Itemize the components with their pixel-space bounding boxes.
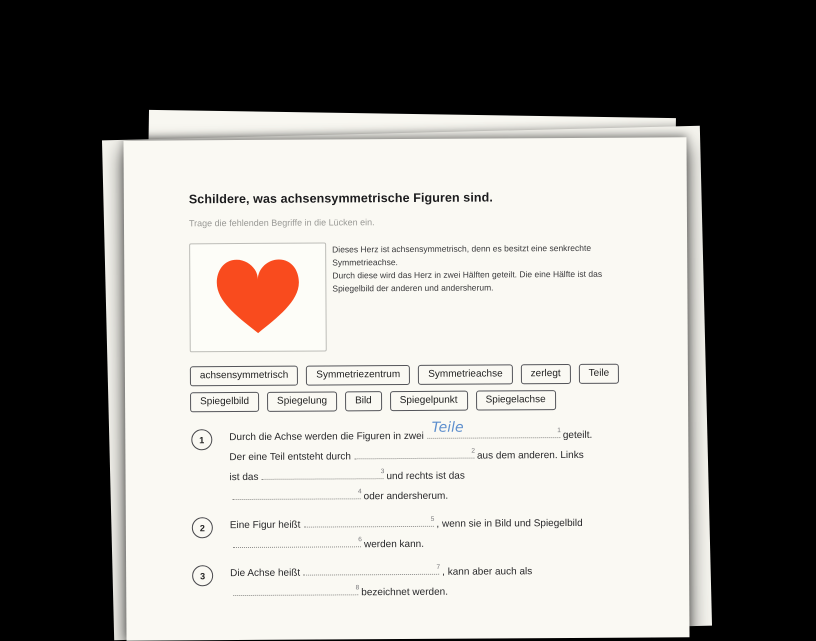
question-text: und rechts ist das bbox=[386, 470, 465, 483]
caption-line: Dieses Herz ist achsensymmetrisch, denn es besitzt eine senkrechte bbox=[332, 242, 592, 255]
question-text: aus dem anderen. Links bbox=[476, 449, 584, 462]
word-chip[interactable]: achsensymmetrisch bbox=[190, 366, 298, 387]
figure-caption bbox=[332, 242, 642, 296]
question-text: Die Achse heißt bbox=[230, 567, 301, 580]
blank-index: 8 bbox=[355, 584, 360, 592]
word-chip[interactable]: Symmetriezentrum bbox=[306, 365, 410, 386]
figure-box bbox=[189, 242, 327, 352]
blank-index: 5 bbox=[430, 515, 435, 523]
word-chip[interactable]: Teile bbox=[579, 364, 620, 384]
blank-field[interactable] bbox=[303, 514, 433, 528]
blank-field[interactable] bbox=[233, 486, 361, 500]
page-subtitle: Trage die fehlenden Begriffe in die Lücken ein. bbox=[188, 217, 375, 229]
page-title: Schildere, was achsensymmetrische Figuren sind. bbox=[188, 190, 493, 207]
blank-index: 4 bbox=[357, 488, 362, 496]
question-text: werden kann. bbox=[363, 538, 425, 551]
question-text: Durch die Achse werden die Figuren in zwei bbox=[229, 430, 424, 444]
word-chip[interactable]: Spiegelpunkt bbox=[390, 391, 468, 411]
questions-list bbox=[191, 419, 677, 611]
blank-field[interactable] bbox=[233, 582, 358, 596]
question-body bbox=[229, 419, 593, 507]
question-text: oder andersherum. bbox=[363, 490, 449, 503]
question-body bbox=[230, 561, 532, 603]
worksheet-page bbox=[123, 137, 689, 640]
question-number: 1 bbox=[191, 429, 212, 450]
word-chip[interactable]: Symmetrieachse bbox=[418, 364, 513, 385]
blank-index: 3 bbox=[380, 468, 385, 476]
word-bank bbox=[190, 364, 620, 413]
blank-field[interactable] bbox=[303, 562, 439, 576]
blank-index: 2 bbox=[471, 447, 475, 455]
question-number: 2 bbox=[192, 517, 213, 538]
blank-field[interactable] bbox=[427, 419, 561, 439]
question-text: , kann aber auch als bbox=[442, 566, 533, 578]
question-text: Der eine Teil entsteht durch bbox=[229, 451, 352, 464]
caption-line: Symmetrieachse. bbox=[332, 257, 398, 268]
question bbox=[192, 560, 677, 603]
blank-field[interactable] bbox=[261, 466, 383, 480]
question-number: 3 bbox=[192, 565, 213, 586]
question-body bbox=[230, 513, 583, 555]
blank-index: 6 bbox=[358, 536, 362, 544]
question-text: ist das bbox=[229, 471, 259, 484]
question-text: geteilt. bbox=[562, 429, 593, 442]
blank-index: 1 bbox=[557, 427, 561, 435]
blank-field[interactable] bbox=[354, 446, 474, 460]
heart-icon bbox=[209, 253, 307, 343]
question-text: bezeichnet werden. bbox=[361, 586, 449, 599]
word-bank-row bbox=[190, 364, 619, 387]
filled-answer[interactable]: Teile bbox=[431, 419, 464, 436]
caption-line: Durch diese wird das Herz in zwei Hälften geteilt. Die eine Hälfte ist das bbox=[332, 268, 603, 281]
caption-line: Spiegelbild der anderen und andersherum. bbox=[332, 282, 494, 294]
question-text: Eine Figur heißt bbox=[229, 519, 301, 532]
word-chip[interactable]: zerlegt bbox=[521, 364, 571, 384]
blank-index: 7 bbox=[436, 563, 441, 571]
word-chip[interactable]: Bild bbox=[345, 391, 382, 411]
word-chip[interactable]: Spiegelbild bbox=[190, 392, 259, 412]
word-chip[interactable]: Spiegelachse bbox=[476, 390, 556, 410]
question-text: , wenn sie in Bild und Spiegelbild bbox=[436, 517, 583, 530]
question bbox=[192, 512, 677, 555]
blank-field[interactable] bbox=[233, 534, 361, 548]
word-bank-row bbox=[190, 390, 619, 413]
question bbox=[191, 419, 676, 507]
word-chip[interactable]: Spiegelung bbox=[267, 391, 337, 411]
